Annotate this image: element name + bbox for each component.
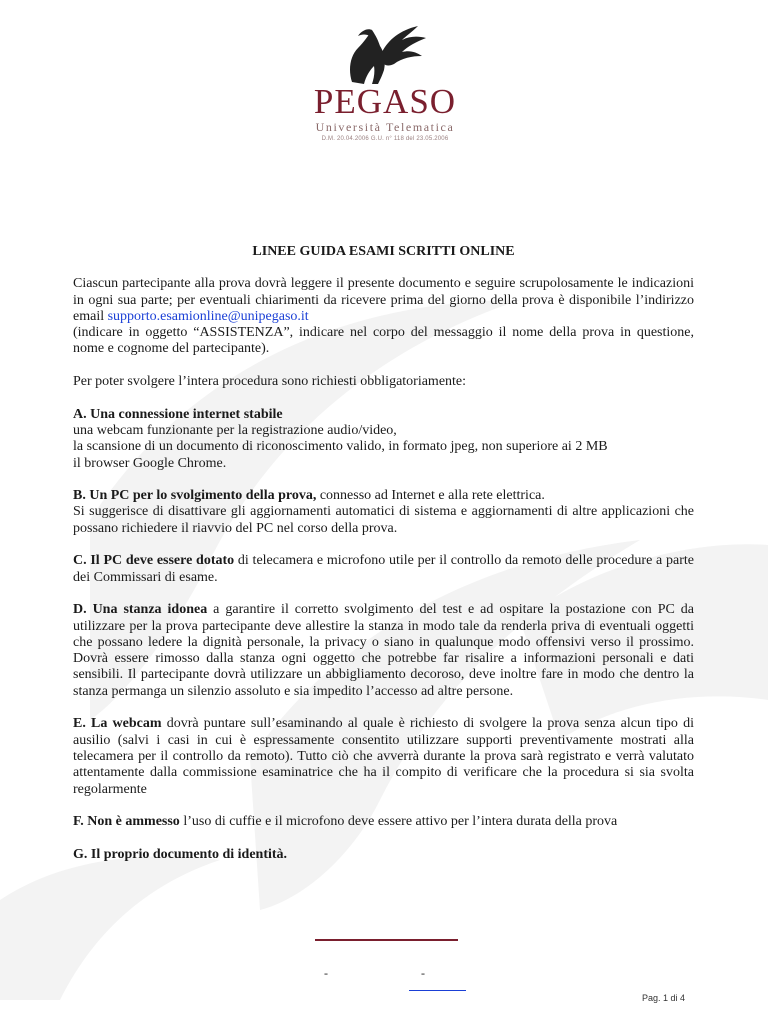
section-a-line-3: il browser Google Chrome. <box>73 455 227 471</box>
brand-subtitle: Università Telematica <box>315 120 455 134</box>
section-d-heading: D. Una stanza idonea <box>73 602 208 618</box>
document-body <box>73 244 694 879</box>
footer-dash-left: - <box>324 966 328 980</box>
pegaso-logo <box>300 22 470 162</box>
section-e-text: dovrà puntare sull’esaminando al quale è richiesto di svolgere la prova senza alcun tipo di ausilio (salvi i casi in cui è espressamente consentito utilizzare supporti preventivamente mostrati alla telecamera per il controllo da remoto). Tutto ciò che avverrà durante la prova sarà registrato e verrà valutato attentamente dalla commissione esaminatrice che ha il compito di verificare che la procedura si sia svolta regolarmente <box>73 716 694 797</box>
section-e-heading: E. La webcam <box>73 716 162 732</box>
section-c-text: di telecamera e microfono utile per il controllo da remoto delle procedure a parte dei Commissari di esame. <box>73 553 694 585</box>
intro-text: Ciascun partecipante alla prova dovrà leggere il presente documento e seguire scrupolosamente le indicazioni in ogni sua parte; per eventuali chiarimenti da ricevere prima del giorno della prova è disponibile l’indirizzo email <box>73 276 694 324</box>
section-f <box>73 814 694 830</box>
requirements-intro: Per poter svolgere l’intera procedura sono richiesti obbligatoriamente: <box>73 374 467 390</box>
footer-dash-right: - <box>421 966 425 980</box>
section-d <box>73 602 694 700</box>
intro-note: (indicare in oggetto “ASSISTENZA”, indicare nel corpo del messaggio il nome della prova in questione, nome e cognome del partecipante). <box>73 325 694 357</box>
section-b-note: Si suggerisce di disattivare gli aggiornamenti automatici di sistema e aggiornamenti di altre applicazioni che possano richiedere il riavvio del PC nel corso della prova. <box>73 504 694 536</box>
section-a-heading: A. Una connessione internet stabile <box>73 406 283 422</box>
brand-decree: D.M. 20.04.2006 G.U. n° 118 del 23.05.2006 <box>321 136 449 142</box>
section-f-text: l’uso di cuffie e il microfono deve essere attivo per l’intera durata della prova <box>179 814 618 830</box>
section-g-heading: G. Il proprio documento di identità. <box>73 846 288 862</box>
section-g <box>73 847 694 863</box>
intro-paragraph <box>73 276 694 357</box>
section-f-heading: F. Non è ammesso <box>73 814 180 830</box>
section-a-line-1: una webcam funzionante per la registrazione audio/video, <box>73 422 397 438</box>
section-b-heading: B. Un PC per lo svolgimento della prova, <box>73 488 317 504</box>
section-a <box>73 407 694 472</box>
page-number: Pag. 1 di 4 <box>642 993 686 1003</box>
section-e <box>73 716 694 797</box>
footer-link-underline[interactable] <box>409 990 466 991</box>
section-a-line-2: la scansione di un documento di riconoscimento valido, in formato jpeg, non superiore ai 2 MB <box>73 439 608 455</box>
brand-name: PEGASO <box>313 82 457 121</box>
section-c <box>73 553 694 586</box>
footer-divider <box>315 939 458 941</box>
section-d-text: a garantire il corretto svolgimento del test e ad ospitare la postazione con PC da utilizzare per la prova partecipante deve allestire la stanza in modo tale da renderla priva di eventuali oggetti che possano ledere la dignità personale, la privacy o siano in qualunque modo offensivi verso il prossimo. Dovrà essere rimosso dalla stanza ogni oggetto che potrebbe far risalire a informazioni personali e dati sensibili. Il partecipante dovrà utilizzare un abbigliamento decoroso, deve inoltre fare in modo che dentro la stanza permanga un silenzio assoluto e sia impedito l’accesso ad altre persone. <box>73 602 694 699</box>
section-b-text: connesso ad Internet e alla rete elettrica. <box>316 488 545 504</box>
document-title: LINEE GUIDA ESAMI SCRITTI ONLINE <box>252 244 515 259</box>
winged-horse-icon <box>342 22 428 88</box>
support-email-link[interactable]: supporto.esamionline@unipegaso.it <box>107 308 309 324</box>
section-c-heading: C. Il PC deve essere dotato <box>73 553 235 569</box>
section-b <box>73 488 694 537</box>
